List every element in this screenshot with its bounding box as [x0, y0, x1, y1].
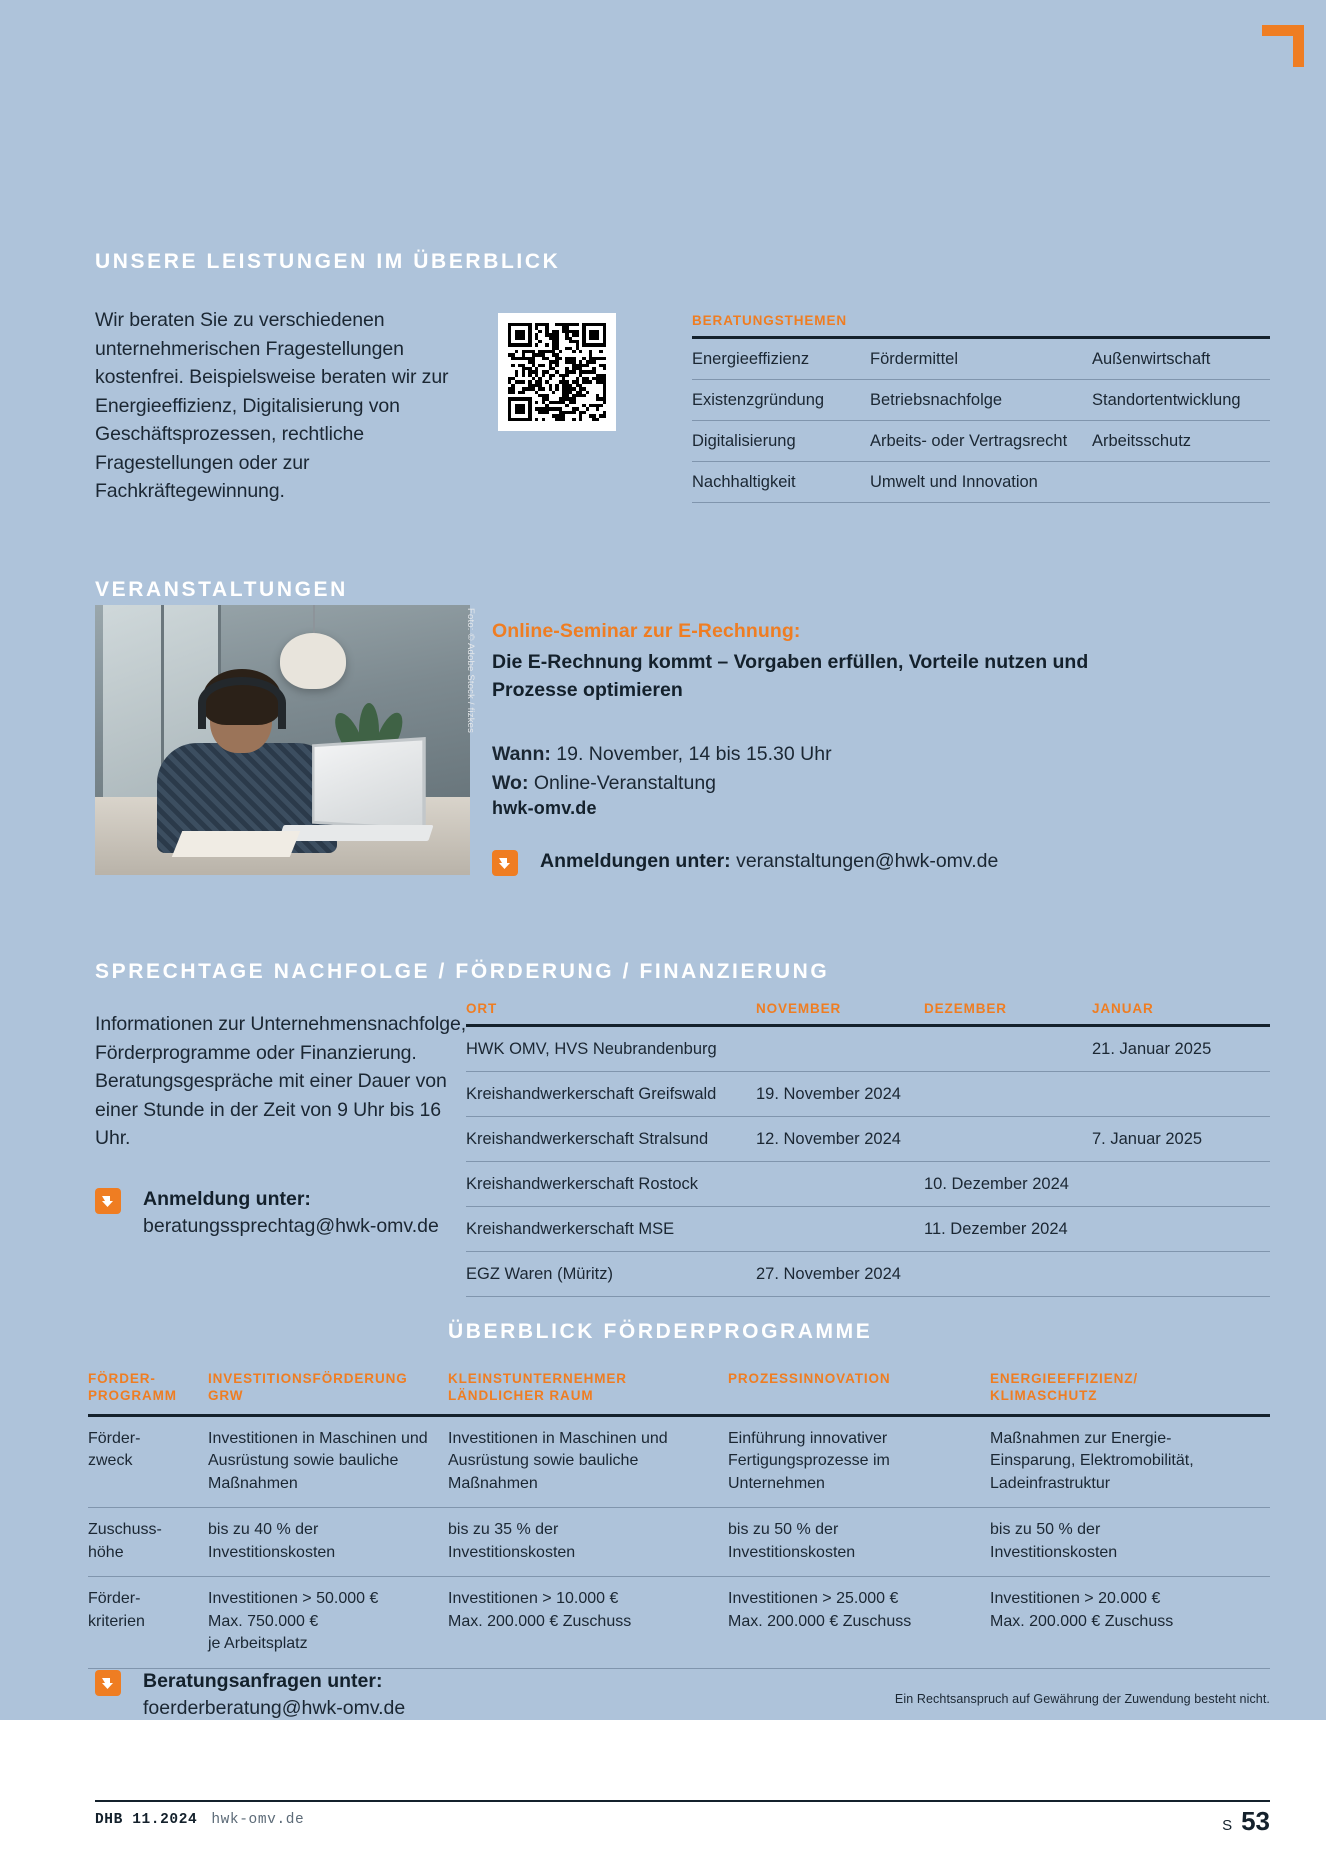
table-row — [466, 1207, 1270, 1252]
foerder-request-cta[interactable] — [95, 1668, 515, 1722]
sprechtage-cell-r2-c1: 12. November 2024 — [756, 1129, 901, 1148]
sprechtage-cell-r1-c2 — [924, 1083, 1092, 1105]
sprechtage-heading: SPRECHTAGE NACHFOLGE / FÖRDERUNG / FINANZIERUNG — [95, 960, 830, 983]
event-when-label: Wann: — [492, 743, 551, 765]
foerder-cell-r1-c1: bis zu 40 % der Investitionskosten — [208, 1521, 336, 1561]
arrow-right-icon — [95, 1670, 121, 1696]
event-url[interactable]: hwk-omv.de — [492, 798, 597, 818]
table-row — [466, 1117, 1270, 1162]
foerder-cell-r2-c4: Investitionen > 20.000 € Max. 200.000 € Zuschuss — [990, 1590, 1174, 1630]
event-kicker: Online-Seminar zur E-Rechnung: — [492, 620, 801, 642]
table-row — [88, 1577, 1270, 1669]
event-where-label: Wo: — [492, 772, 529, 794]
sprechtage-cell-r0-c0: HWK OMV, HVS Neubrandenburg — [466, 1039, 717, 1058]
beratungsthemen-cell-r2-c0: Digitalisierung — [692, 431, 796, 450]
events-heading: VERANSTALTUNGEN — [95, 578, 348, 601]
table-row — [692, 380, 1270, 421]
sprechtage-cell-r4-c1 — [756, 1218, 924, 1240]
qr-module — [603, 418, 606, 421]
table-row — [692, 462, 1270, 503]
beratungsthemen-table — [692, 312, 1270, 503]
table-row — [466, 1252, 1270, 1297]
beratungsthemen-cell-r1-c2: Standortentwicklung — [1092, 390, 1241, 409]
services-intro-text: Wir beraten Sie zu verschiedenen unternehmerischen Fragestellungen kostenfrei. Beispielsweise beraten wir zur Energieeffizienz, Digitalisierung von Geschäftsprozessen, rechtliche Fragestellungen oder zur Fachkräftegewinnung. — [95, 309, 449, 502]
sprechtage-cta-value[interactable]: beratungssprechtag@hwk-omv.de — [143, 1215, 439, 1237]
sprechtage-col-0: ORT — [466, 1001, 498, 1016]
sprechtage-cell-r3-c0: Kreishandwerkerschaft Rostock — [466, 1174, 699, 1193]
beratungsthemen-table-header — [692, 312, 1270, 336]
table-row — [466, 1027, 1270, 1072]
arrow-right-icon — [492, 850, 518, 876]
sprechtage-cell-r0-c2 — [924, 1038, 1092, 1060]
footer-site[interactable]: hwk-omv.de — [211, 1812, 305, 1828]
sprechtage-cell-r2-c2 — [924, 1128, 1092, 1150]
footer-page-indicator — [1222, 1806, 1270, 1837]
event-meta — [492, 740, 832, 798]
foerder-col-2: KLEINSTUNTERNEHMER LÄNDLICHER RAUM — [448, 1371, 627, 1403]
sprechtage-cell-r4-c0: Kreishandwerkerschaft MSE — [466, 1219, 675, 1238]
foerder-cell-r2-c3: Investitionen > 25.000 € Max. 200.000 € Zuschuss — [728, 1590, 912, 1630]
event-title: Die E-Rechnung kommt – Vorgaben erfüllen, Vorteile nutzen und Prozesse optimieren — [492, 651, 1089, 701]
beratungsthemen-cell-r2-c1: Arbeits- oder Vertragsrecht — [870, 431, 1068, 450]
sprechtage-registration-cta[interactable] — [95, 1186, 455, 1240]
foerderprogramme-heading: ÜBERBLICK FÖRDERPROGRAMME — [448, 1320, 873, 1343]
sprechtage-cell-r3-c2: 10. Dezember 2024 — [924, 1174, 1069, 1193]
event-where-value: Online-Veranstaltung — [528, 772, 717, 794]
foerder-cell-r2-c0: Förder- kriterien — [88, 1590, 145, 1630]
foerder-cell-r0-c0: Förder- zweck — [88, 1429, 141, 1469]
footer-issue-info — [95, 1812, 304, 1828]
sprechtage-cta-label: Anmeldung unter: — [143, 1188, 311, 1210]
sprechtage-cell-r1-c1: 19. November 2024 — [756, 1084, 901, 1103]
beratungsthemen-cell-r3-c0: Nachhaltigkeit — [692, 472, 796, 491]
foerder-col-0: FÖRDER- PROGRAMM — [88, 1371, 177, 1403]
beratungsthemen-cell-r1-c0: Existenzgründung — [692, 390, 825, 409]
sprechtage-cell-r1-c0: Kreishandwerkerschaft Greifswald — [466, 1084, 717, 1103]
foerder-cell-r0-c3: Einführung innovativer Fertigungsprozesse im Unternehmen — [728, 1429, 890, 1492]
foerder-cell-r1-c0: Zuschuss- höhe — [88, 1521, 162, 1561]
beratungsthemen-cell-r3-c1: Umwelt und Innovation — [870, 472, 1038, 491]
foerder-cell-r1-c3: bis zu 50 % der Investitionskosten — [728, 1521, 856, 1561]
beratungsthemen-cell-r0-c2: Außenwirtschaft — [1092, 349, 1211, 368]
services-heading: UNSERE LEISTUNGEN IM ÜBERBLICK — [95, 250, 561, 273]
sprechtage-intro-text: Informationen zur Unternehmensnachfolge, Förderprogramme oder Finanzierung. Beratungsgespräche mit einer Dauer von einer Stunde in der Zeit von 9 Uhr bis 16 Uhr. — [95, 1013, 467, 1149]
footer-issue: DHB 11.2024 — [95, 1812, 198, 1828]
table-row — [88, 1417, 1270, 1509]
foerder-cell-r0-c1: Investitionen in Maschinen und Ausrüstung sowie bauliche Maßnahmen — [208, 1429, 428, 1492]
foerder-cell-r2-c2: Investitionen > 10.000 € Max. 200.000 € Zuschuss — [448, 1590, 632, 1630]
table-row — [692, 421, 1270, 462]
sprechtage-cell-r2-c3: 7. Januar 2025 — [1092, 1129, 1203, 1148]
event-when-value: 19. November, 14 bis 15.30 Uhr — [550, 743, 832, 765]
sprechtage-col-2: DEZEMBER — [924, 1001, 1007, 1016]
sprechtage-cell-r5-c0: EGZ Waren (Müritz) — [466, 1264, 613, 1283]
sprechtage-cell-r4-c3 — [1092, 1218, 1262, 1240]
sprechtage-cell-r1-c3 — [1092, 1083, 1262, 1105]
foerderprogramme-table — [88, 1370, 1270, 1669]
sprechtage-cell-r2-c0: Kreishandwerkerschaft Stralsund — [466, 1129, 709, 1148]
foerder-cta-value[interactable]: foerderberatung@hwk-omv.de — [143, 1697, 406, 1719]
table-row — [692, 339, 1270, 380]
page-number: 53 — [1241, 1806, 1270, 1836]
table-row — [88, 1508, 1270, 1577]
sprechtage-cell-r3-c1 — [756, 1173, 924, 1195]
event-cta-label: Anmeldungen unter: — [540, 850, 731, 872]
foerder-cell-r0-c4: Maßnahmen zur Energie-Einsparung, Elektromobilität, Ladeinfrastruktur — [990, 1429, 1194, 1492]
photo-credit: Foto: © Adobe Stock / fizkes — [465, 608, 476, 734]
foerder-cell-r1-c2: bis zu 35 % der Investitionskosten — [448, 1521, 576, 1561]
event-cta-value[interactable]: veranstaltungen@hwk-omv.de — [730, 850, 999, 872]
corner-bracket-mark — [1262, 25, 1304, 67]
th-beratungsthemen: BERATUNGSTHEMEN — [692, 313, 847, 328]
beratungsthemen-cell-r0-c0: Energieeffizienz — [692, 349, 810, 368]
beratungsthemen-cell-r0-c1: Fördermittel — [870, 349, 959, 368]
sprechtage-cell-r3-c3 — [1092, 1173, 1262, 1195]
page-prefix: S — [1222, 1817, 1233, 1834]
footer-divider — [95, 1800, 1270, 1802]
foerder-cell-r2-c1: Investitionen > 50.000 € Max. 750.000 € je Arbeitsplatz — [208, 1590, 379, 1652]
funding-disclaimer: Ein Rechtsanspruch auf Gewährung der Zuwendung besteht nicht. — [894, 1692, 1270, 1706]
table-row — [466, 1162, 1270, 1207]
sprechtage-cell-r0-c3: 21. Januar 2025 — [1092, 1039, 1212, 1058]
event-registration-cta[interactable] — [492, 848, 998, 876]
qr-code[interactable] — [498, 313, 616, 431]
foerder-cell-r0-c2: Investitionen in Maschinen und Ausrüstung sowie bauliche Maßnahmen — [448, 1429, 668, 1492]
foerderprogramme-table-header — [88, 1370, 1270, 1414]
foerder-col-3: PROZESSINNOVATION — [728, 1371, 891, 1386]
sprechtage-cell-r5-c3 — [1092, 1263, 1262, 1285]
foerder-col-4: ENERGIEEFFIZIENZ/ KLIMASCHUTZ — [990, 1371, 1139, 1403]
sprechtage-col-1: NOVEMBER — [756, 1001, 842, 1016]
sprechtage-table — [466, 1000, 1270, 1297]
beratungsthemen-cell-r3-c2 — [1092, 471, 1270, 493]
foerder-cell-r1-c4: bis zu 50 % der Investitionskosten — [990, 1521, 1118, 1561]
sprechtage-cell-r5-c2 — [924, 1263, 1092, 1285]
sprechtage-cell-r0-c1 — [756, 1038, 924, 1060]
beratungsthemen-cell-r2-c2: Arbeitsschutz — [1092, 431, 1192, 450]
event-photo — [95, 605, 470, 875]
table-row — [466, 1072, 1270, 1117]
foerder-col-1: INVESTITIONSFÖRDERUNG GRW — [208, 1371, 408, 1403]
beratungsthemen-cell-r1-c1: Betriebsnachfolge — [870, 390, 1003, 409]
sprechtage-cell-r4-c2: 11. Dezember 2024 — [924, 1219, 1068, 1238]
foerder-cta-label: Beratungsanfragen unter: — [143, 1670, 383, 1692]
sprechtage-cell-r5-c1: 27. November 2024 — [756, 1264, 901, 1283]
sprechtage-col-3: JANUAR — [1092, 1001, 1154, 1016]
sprechtage-table-header — [466, 1000, 1270, 1024]
arrow-right-icon — [95, 1188, 121, 1214]
